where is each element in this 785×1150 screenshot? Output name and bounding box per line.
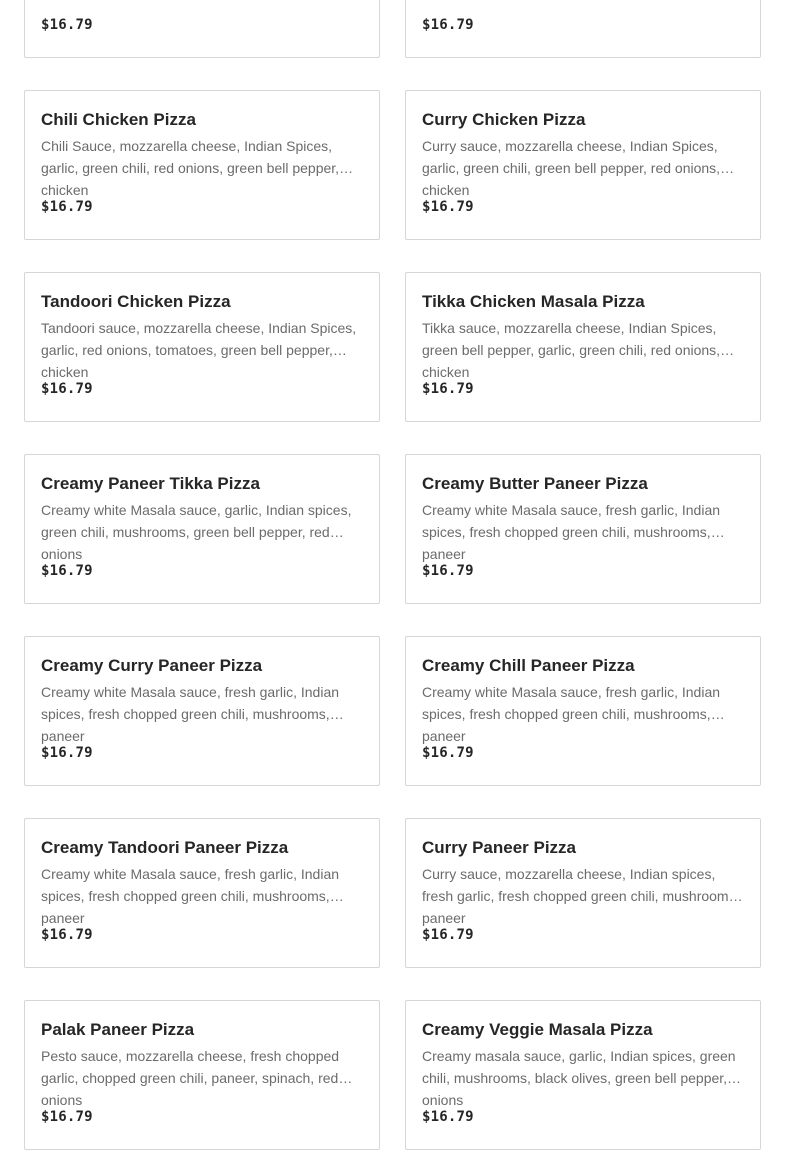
menu-item-name: Palak Paneer Pizza — [41, 1020, 195, 1039]
menu-item-price: $16.79 — [41, 381, 93, 397]
menu-item-name: Creamy Veggie Masala Pizza — [422, 1020, 653, 1039]
menu-item-price: $16.79 — [422, 17, 474, 33]
menu-item-price: $16.79 — [422, 381, 474, 397]
menu-item-price: $16.79 — [41, 199, 93, 215]
menu-item-card[interactable] — [24, 0, 380, 58]
menu-item-card[interactable] — [24, 454, 380, 604]
menu-item-name: Tikka Chicken Masala Pizza — [422, 292, 645, 311]
menu-item-card[interactable] — [405, 90, 761, 240]
menu-item-description: Creamy white Masala sauce, fresh garlic, Indian spices, fresh chopped green chili, mushrooms, paneer — [422, 502, 721, 562]
menu-item-price: $16.79 — [422, 199, 474, 215]
menu-item-description: Curry sauce, mozzarella cheese, Indian spices, fresh garlic, fresh chopped green chili, mushrooms, paneer — [422, 866, 740, 926]
menu-item-name: Tandoori Chicken Pizza — [41, 292, 231, 311]
menu-item-card[interactable] — [24, 636, 380, 786]
menu-item-description: Creamy white Masala sauce, garlic, Indian spices, green chili, mushrooms, green bell pepper, red onions — [41, 502, 352, 562]
menu-item-card[interactable] — [405, 818, 761, 968]
menu-item-card[interactable] — [405, 1000, 761, 1150]
menu-item-description: Creamy white Masala sauce, fresh garlic, Indian spices, fresh chopped green chili, mushrooms, paneer — [41, 684, 340, 744]
menu-item-name: Creamy Tandoori Paneer Pizza — [41, 838, 289, 857]
menu-item-name: Curry Chicken Pizza — [422, 110, 586, 129]
menu-item-name: Creamy Paneer Tikka Pizza — [41, 474, 260, 493]
menu-item-description: Tandoori sauce, mozzarella cheese, Indian Spices, garlic, red onions, tomatoes, green bell pepper, chicken — [41, 320, 357, 380]
menu-item-name: Creamy Curry Paneer Pizza — [41, 656, 263, 675]
menu-item-name: Chili Chicken Pizza — [41, 110, 196, 129]
menu-item-card[interactable] — [24, 272, 380, 422]
menu-item-card[interactable] — [405, 636, 761, 786]
menu-item-card[interactable] — [405, 454, 761, 604]
menu-item-name: Curry Paneer Pizza — [422, 838, 577, 857]
menu-item-description: Tikka sauce, mozzarella cheese, Indian Spices, green bell pepper, garlic, green chili, red onions, chicken — [422, 320, 721, 380]
menu-item-price: $16.79 — [41, 1109, 93, 1125]
menu-item-description: Creamy white Masala sauce, fresh garlic, Indian spices, fresh chopped green chili, mushrooms, paneer — [422, 684, 721, 744]
menu-item-price: $16.79 — [422, 1109, 474, 1125]
menu-item-name: Creamy Butter Paneer Pizza — [422, 474, 648, 493]
menu-item-card[interactable] — [405, 272, 761, 422]
menu-item-price: $16.79 — [41, 17, 93, 33]
menu-item-description: Pesto sauce, mozzarella cheese, fresh chopped garlic, chopped green chili, paneer, spinach, red onions — [41, 1048, 340, 1108]
menu-item-description: Chili Sauce, mozzarella cheese, Indian Spices, garlic, green chili, red onions, green bell pepper, chicken — [41, 138, 340, 198]
menu-items-grid — [24, 0, 761, 1150]
menu-item-card[interactable] — [24, 90, 380, 240]
menu-item-card[interactable] — [405, 0, 761, 58]
menu-item-description: Creamy masala sauce, garlic, Indian spices, green chili, mushrooms, black olives, green bell pepper, onions — [422, 1048, 736, 1108]
menu-item-price: $16.79 — [41, 927, 93, 943]
menu-item-description: Creamy white Masala sauce, fresh garlic, Indian spices, fresh chopped green chili, mushrooms, paneer — [41, 866, 340, 926]
menu-item-price: $16.79 — [41, 745, 93, 761]
menu-item-price: $16.79 — [422, 745, 474, 761]
menu-item-price: $16.79 — [422, 563, 474, 579]
menu-item-price: $16.79 — [422, 927, 474, 943]
menu-item-card[interactable] — [24, 1000, 380, 1150]
menu-item-price: $16.79 — [41, 563, 93, 579]
menu-item-card[interactable] — [24, 818, 380, 968]
menu-item-description: Curry sauce, mozzarella cheese, Indian Spices, garlic, green chili, green bell pepper, red onions, chicken — [422, 138, 721, 198]
menu-item-name: Creamy Chill Paneer Pizza — [422, 656, 635, 675]
